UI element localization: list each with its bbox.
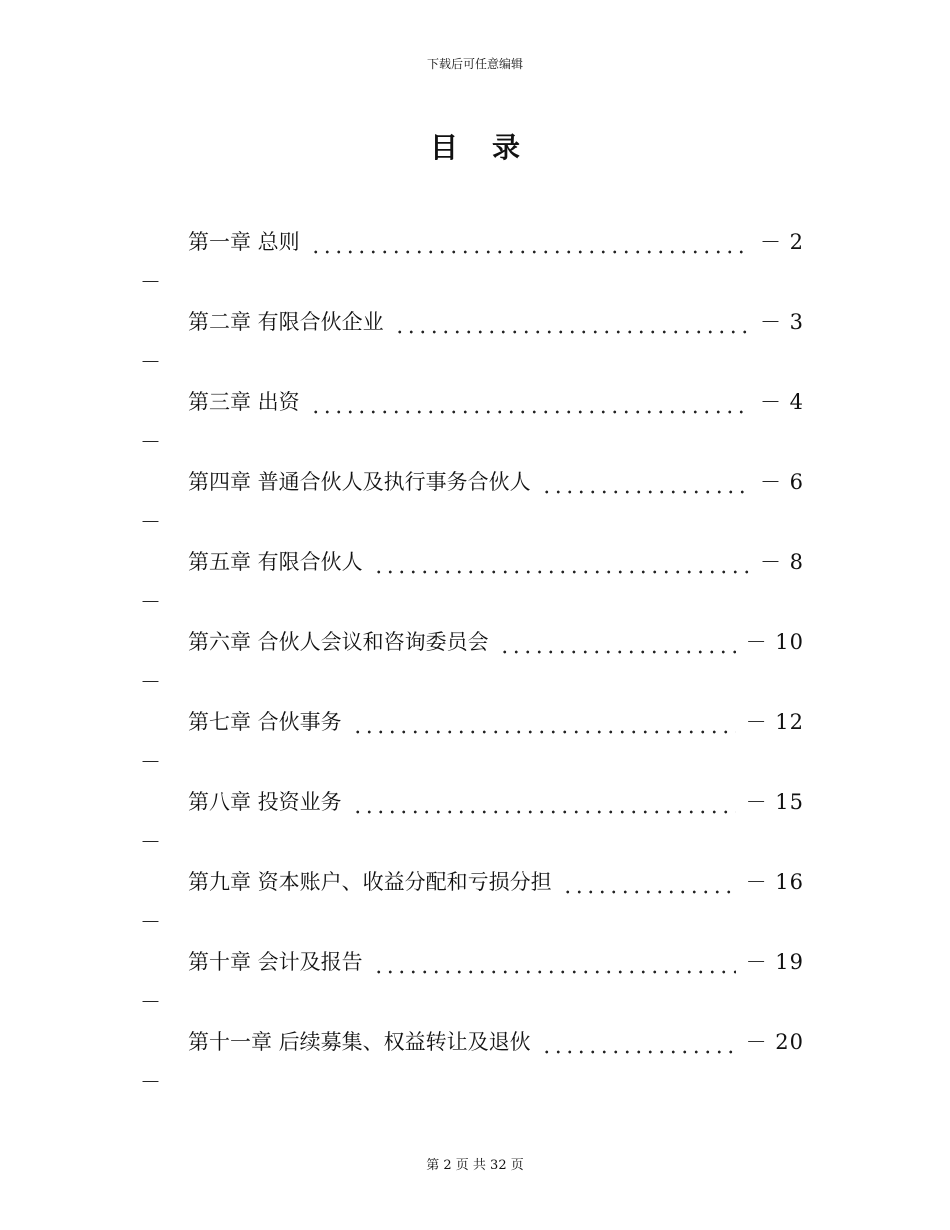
page-header: 下载后可任意编辑 — [426, 57, 523, 71]
toc-entry-label: 第六章 合伙人会议和咨询委员会 — [188, 630, 489, 654]
toc-page-tail: － — [140, 750, 161, 774]
toc-page-tail: － — [140, 670, 161, 694]
toc-entry-1[interactable] — [0, 222, 950, 302]
toc-dot-leader — [310, 222, 750, 262]
toc-dot-leader — [310, 382, 750, 422]
toc-entry-label: 第七章 合伙事务 — [188, 710, 342, 734]
toc-entry-page: － 10 — [745, 630, 804, 654]
toc-line — [188, 462, 804, 502]
toc-entry-6[interactable] — [0, 622, 950, 702]
toc-dot-leader — [499, 622, 736, 662]
toc-line — [188, 622, 804, 662]
toc-line — [188, 542, 804, 582]
toc-entry-page: － 4 — [759, 390, 804, 414]
toc-entry-label: 第三章 出资 — [188, 390, 300, 414]
toc-entry-label: 第四章 普通合伙人及执行事务合伙人 — [188, 470, 531, 494]
toc-dot-leader — [541, 462, 750, 502]
toc-page-tail: － — [140, 430, 161, 454]
toc-page-tail: － — [140, 1070, 161, 1094]
toc-entry-page: － 20 — [745, 1030, 804, 1054]
toc-line — [188, 1022, 804, 1062]
toc-entry-3[interactable] — [0, 382, 950, 462]
toc-entry-9[interactable] — [0, 862, 950, 942]
toc-line — [188, 382, 804, 422]
toc-entry-label: 第九章 资本账户、收益分配和亏损分担 — [188, 870, 552, 894]
toc-line — [188, 302, 804, 342]
toc-entry-page: － 6 — [759, 470, 804, 494]
toc-title: 目录 — [429, 131, 554, 164]
toc-entry-2[interactable] — [0, 302, 950, 382]
toc-entry-7[interactable] — [0, 702, 950, 782]
toc-dot-leader — [394, 302, 750, 342]
toc-dot-leader — [352, 702, 736, 742]
toc-entry-page: － 8 — [759, 550, 804, 574]
toc-entry-page: － 19 — [745, 950, 804, 974]
toc-entry-page: － 3 — [759, 310, 804, 334]
toc-line — [188, 782, 804, 822]
toc-entry-8[interactable] — [0, 782, 950, 862]
toc-entry-10[interactable] — [0, 942, 950, 1022]
page-footer: 第 2 页 共 32 页 — [426, 1158, 524, 1173]
toc-page-tail: － — [140, 510, 161, 534]
toc-entry-page: － 16 — [745, 870, 804, 894]
toc-entry-label: 第五章 有限合伙人 — [188, 550, 363, 574]
toc-dot-leader — [541, 1022, 736, 1062]
toc-line — [188, 702, 804, 742]
toc-entry-label: 第一章 总则 — [188, 230, 300, 254]
toc-entry-label: 第十一章 后续募集、权益转让及退伙 — [188, 1030, 531, 1054]
toc-page-tail: － — [140, 270, 161, 294]
toc-entry-5[interactable] — [0, 542, 950, 622]
toc-entry-11[interactable] — [0, 1022, 950, 1102]
toc-entry-label: 第八章 投资业务 — [188, 790, 342, 814]
toc-entry-4[interactable] — [0, 462, 950, 542]
toc-page-tail: － — [140, 990, 161, 1014]
toc-entry-label: 第十章 会计及报告 — [188, 950, 363, 974]
toc-entry-page: － 15 — [745, 790, 804, 814]
toc-entry-page: － 2 — [759, 230, 804, 254]
toc-line — [188, 862, 804, 902]
toc-page-tail: － — [140, 590, 161, 614]
toc-entry-page: － 12 — [745, 710, 804, 734]
toc-line — [188, 942, 804, 982]
toc-dot-leader — [562, 862, 736, 902]
toc-dot-leader — [373, 942, 736, 982]
toc-line — [188, 222, 804, 262]
toc-dot-leader — [352, 782, 736, 822]
toc-page-tail: － — [140, 830, 161, 854]
toc-dot-leader — [373, 542, 750, 582]
table-of-contents — [0, 222, 950, 1102]
toc-page-tail: － — [140, 910, 161, 934]
toc-page-tail: － — [140, 350, 161, 374]
toc-entry-label: 第二章 有限合伙企业 — [188, 310, 384, 334]
